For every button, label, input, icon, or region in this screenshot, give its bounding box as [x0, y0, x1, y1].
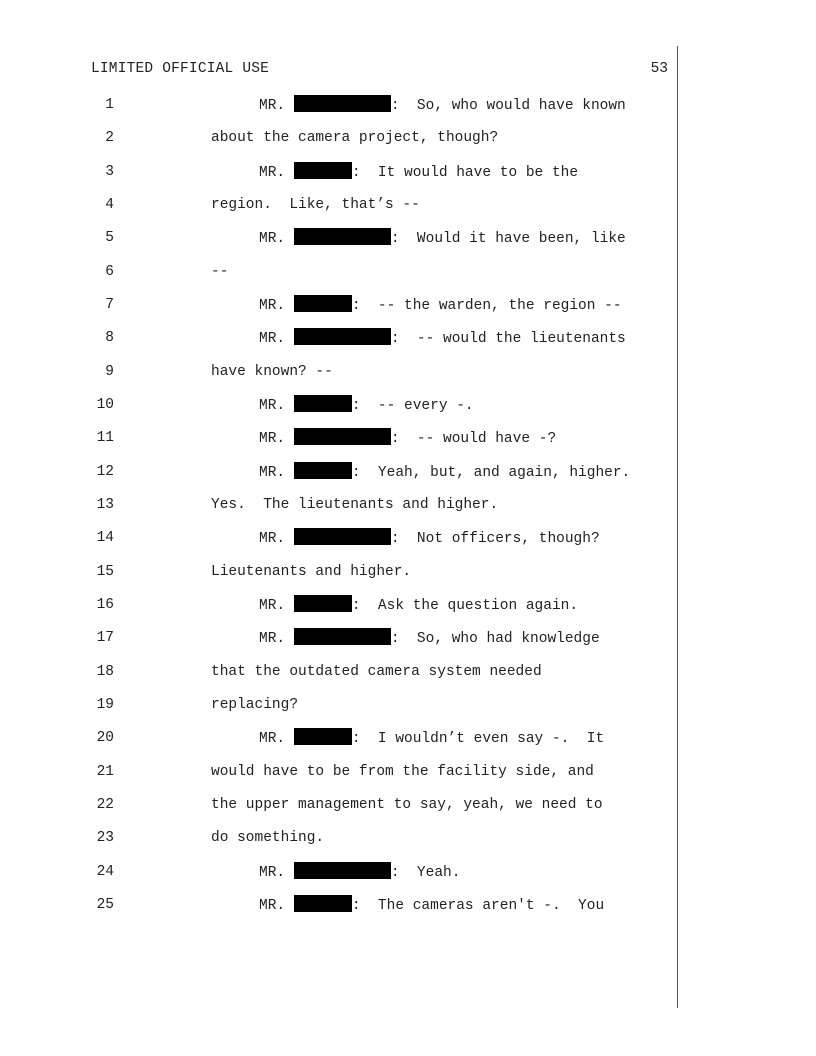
speaker-prefix: MR.	[259, 331, 294, 347]
speech-text: : -- would have -?	[390, 431, 557, 447]
transcript-line	[0, 95, 816, 128]
line-number: 12	[96, 464, 114, 480]
line-number: 8	[105, 330, 114, 346]
continuation-text: have known? --	[211, 364, 333, 380]
speaker-prefix: MR.	[259, 431, 294, 447]
speech-text: : Ask the question again.	[351, 598, 579, 614]
speaker-prefix: MR.	[259, 598, 294, 614]
line-number: 20	[96, 730, 114, 746]
speech-text: : Yeah.	[390, 865, 461, 881]
line-number: 24	[96, 864, 114, 880]
transcript-line	[0, 295, 816, 328]
speaker-prefix: MR.	[259, 898, 294, 914]
continuation-text: about the camera project, though?	[211, 130, 499, 146]
transcript-line	[0, 762, 816, 795]
continuation-text: do something.	[211, 830, 325, 846]
speaker-line	[259, 462, 630, 483]
transcript-line	[0, 895, 816, 928]
redaction-box	[294, 162, 352, 179]
speech-text: : -- the warden, the region --	[351, 298, 622, 314]
line-number: 11	[96, 430, 114, 446]
speaker-line	[259, 895, 604, 916]
line-number: 4	[105, 197, 114, 213]
speaker-line	[259, 862, 460, 883]
transcript-line	[0, 362, 816, 395]
transcript-line	[0, 828, 816, 861]
continuation-text: the upper management to say, yeah, we need to	[211, 797, 603, 813]
speaker-prefix: MR.	[259, 398, 294, 414]
continuation-text: Lieutenants and higher.	[211, 564, 412, 580]
transcript-line	[0, 195, 816, 228]
transcript-line	[0, 628, 816, 661]
speech-text: : -- every -.	[351, 398, 474, 414]
speaker-prefix: MR.	[259, 98, 294, 114]
line-number: 10	[96, 397, 114, 413]
speech-text: : Yeah, but, and again, higher.	[351, 465, 631, 481]
transcript-line	[0, 595, 816, 628]
redaction-box	[294, 295, 352, 312]
speech-text: : -- would the lieutenants	[390, 331, 626, 347]
redaction-box	[294, 328, 391, 345]
transcript-line	[0, 695, 816, 728]
redaction-box	[294, 628, 391, 645]
redaction-box	[294, 228, 391, 245]
transcript-line	[0, 795, 816, 828]
speaker-prefix: MR.	[259, 631, 294, 647]
line-number: 6	[105, 264, 114, 280]
redaction-box	[294, 728, 352, 745]
line-number: 5	[105, 230, 114, 246]
speaker-prefix: MR.	[259, 865, 294, 881]
transcript-line	[0, 662, 816, 695]
line-number: 2	[105, 130, 114, 146]
transcript-line	[0, 128, 816, 161]
speaker-prefix: MR.	[259, 731, 294, 747]
redaction-box	[294, 462, 352, 479]
line-number: 23	[96, 830, 114, 846]
line-number: 14	[96, 530, 114, 546]
transcript-line	[0, 395, 816, 428]
speaker-prefix: MR.	[259, 231, 294, 247]
speech-text: : So, who had knowledge	[390, 631, 600, 647]
transcript-line	[0, 328, 816, 361]
speaker-line	[259, 228, 626, 249]
transcript-line	[0, 428, 816, 461]
transcript-line	[0, 495, 816, 528]
continuation-text: would have to be from the facility side, and	[211, 764, 594, 780]
redaction-box	[294, 95, 391, 112]
speaker-line	[259, 528, 600, 549]
speaker-line	[259, 162, 578, 183]
transcript-line	[0, 862, 816, 895]
speaker-line	[259, 595, 578, 616]
redaction-box	[294, 862, 391, 879]
continuation-text: --	[211, 264, 229, 280]
line-number: 15	[96, 564, 114, 580]
speaker-line	[259, 428, 556, 449]
transcript-line	[0, 228, 816, 261]
line-number: 22	[96, 797, 114, 813]
speaker-prefix: MR.	[259, 465, 294, 481]
transcript-line	[0, 728, 816, 761]
line-number: 7	[105, 297, 114, 313]
classification-header: LIMITED OFFICIAL USE	[91, 61, 270, 77]
speaker-line	[259, 95, 626, 116]
speaker-line	[259, 395, 474, 416]
speaker-line	[259, 628, 600, 649]
redaction-box	[294, 528, 391, 545]
redaction-box	[294, 895, 352, 912]
transcript-line	[0, 462, 816, 495]
speech-text: : So, who would have known	[390, 98, 626, 114]
line-number: 18	[96, 664, 114, 680]
line-number: 3	[105, 164, 114, 180]
speech-text: : The cameras aren't -. You	[351, 898, 605, 914]
line-number: 21	[96, 764, 114, 780]
transcript-line	[0, 262, 816, 295]
transcript-line	[0, 562, 816, 595]
line-number: 17	[96, 630, 114, 646]
speaker-line	[259, 295, 622, 316]
redaction-box	[294, 595, 352, 612]
continuation-text: Yes. The lieutenants and higher.	[211, 497, 499, 513]
speaker-line	[259, 728, 604, 749]
continuation-text: that the outdated camera system needed	[211, 664, 542, 680]
line-number: 9	[105, 364, 114, 380]
line-number: 1	[105, 97, 114, 113]
speech-text: : Not officers, though?	[390, 531, 600, 547]
line-number: 13	[96, 497, 114, 513]
redaction-box	[294, 395, 352, 412]
line-number: 25	[96, 897, 114, 913]
speaker-line	[259, 328, 626, 349]
continuation-text: region. Like, that’s --	[211, 197, 420, 213]
line-number: 19	[96, 697, 114, 713]
speech-text: : It would have to be the	[351, 165, 579, 181]
speech-text: : I wouldn’t even say -. It	[351, 731, 605, 747]
speaker-prefix: MR.	[259, 531, 294, 547]
speech-text: : Would it have been, like	[390, 231, 626, 247]
redaction-box	[294, 428, 391, 445]
continuation-text: replacing?	[211, 697, 299, 713]
transcript-line	[0, 162, 816, 195]
line-number: 16	[96, 597, 114, 613]
speaker-prefix: MR.	[259, 165, 294, 181]
page-number: 53	[650, 61, 668, 77]
speaker-prefix: MR.	[259, 298, 294, 314]
transcript-line	[0, 528, 816, 561]
